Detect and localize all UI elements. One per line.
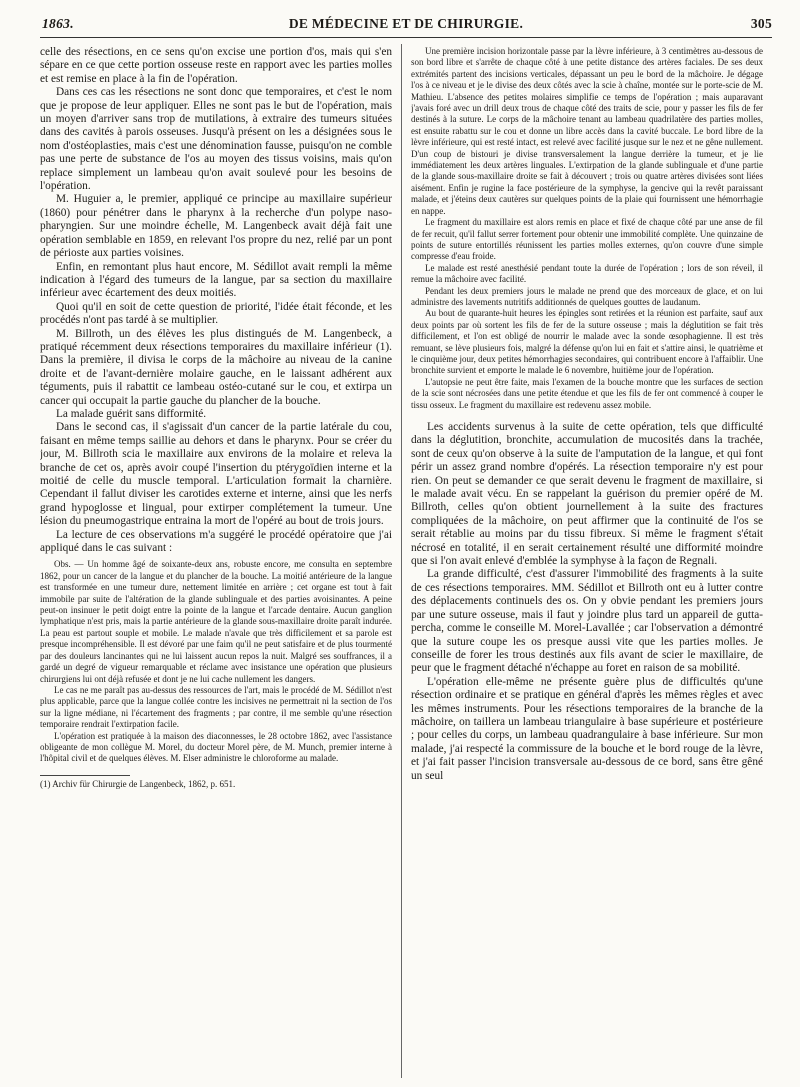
paragraph: Dans ces cas les résections ne sont donc que temporaires, et c'est le nom que je propose de leur appliquer. Elles ne sont pas le but de l'opération, mais un moyen d'arriver sans trop de mutilations, à extraire des tumeurs situées dans des cavités à parois osseuses. Jusqu'à présent on les a désignées sous le nom d'ostéoplasties, mais c'est une dénomination fausse, puisqu'on ne comble pas une perte de substance de l'os au moyen des tissus voisins, mais qu'on replace simplement un lambeau qu'on avait soulevé pour les besoins de l'opération.: [40, 86, 392, 193]
footnote-rule: [40, 775, 130, 776]
right-column: [411, 46, 763, 1076]
page-number: 305: [750, 16, 772, 31]
header-title: DE MÉDECINE ET DE CHIRURGIE.: [288, 16, 524, 31]
header-rule: [40, 37, 772, 38]
observation-paragraph: Pendant les deux premiers jours le malade ne prend que des morceaux de glace, et on lui administre des lavements nutritifs additionnés de quelques gouttes de laudanum.: [411, 285, 763, 307]
paragraph: La malade guérit sans difformité.: [56, 407, 207, 420]
observation-paragraph: Le fragment du maxillaire est alors remis en place et fixé de chaque côté par une anse de fil de fer recuit, qu'il fallut serrer fortement pour obtenir une immobilité complète. Une quinzaine de points de suture entortillés réunissent les parties molles externes, qu'on couvre d'une simple compresse d'eau froide.: [411, 217, 763, 262]
footnote: (1) Archiv für Chirurgie de Langenbeck, 1862, p. 651.: [40, 778, 236, 789]
column-divider: [401, 44, 402, 1078]
left-main-text: [40, 46, 392, 555]
observation-paragraph: L'autopsie ne peut être faite, mais l'examen de la bouche montre que les surfaces de section de la scie sont nécrosées dans une petite étendue et que les fils de fer ont commencé à couper le tissu osseux. Le fragment du maxillaire est redevenu assez mobile.: [411, 376, 763, 410]
left-column: [40, 46, 392, 1076]
paragraph: Dans le second cas, il s'agissait d'un cancer de la partie latérale du cou, faisant en même temps saillie au dehors et dans le pharynx. Pour se créer du jour, M. Billroth scia le maxillaire aux environs de la molaire et releva la branche de cet os, après avoir coupé l'insertion du ptérygoïdien interne et la moitié de celle du muscle temporal. L'articulation formait la charnière. Cependant il fallut diviser les carotides externe et interne, ainsi que les nerfs grand hypoglosse et lingual, pour extirper complétement la tumeur. Une lésion du pneumogastrique entraina la mort de l'opéré au bout de trois jours.: [40, 421, 392, 528]
paragraph: Quoi qu'il en soit de cette question de priorité, l'idée était féconde, et les procédés n'ont pas tardé à se multiplier.: [40, 300, 392, 327]
journal-page: [40, 12, 772, 1078]
observation-continued: [411, 46, 763, 411]
right-main-text: [411, 421, 763, 783]
paragraph: M. Huguier a, le premier, appliqué ce principe au maxillaire supérieur (1860) pour pénétrer dans le pharynx à la recherche d'un polype naso-pharyngien. Sur une moindre échelle, M. Langenbeck avait déjà fait une opération semblable en 1859, en relevant l'os propre du nez, relié par un pont de périoste aux parties voisines.: [40, 193, 392, 260]
observation-paragraph: Le cas ne me paraît pas au-dessus des ressources de l'art, mais le procédé de M. Sédillot n'est plus applicable, parce que la langue collée contre les incisives ne permettrait ni la section de l'os sur la ligne médiane, ni l'écartement des fragments ; par contre, il me semble qu'une résection temporaire rendrait l'extirpation facile.: [40, 684, 392, 730]
paragraph: Les accidents survenus à la suite de cette opération, tels que difficulté dans la déglutition, bronchite, accumulation de mucosités dans la trachée, sont de ceux qu'on observe à la suite de l'amputation de la langue, et qui font périr un assez grand nombre d'opérés. La résection temporaire n'y est pour rien. On peut se demander ce que serait devenu le fragment de maxillaire, si le malade avait vécu. En se rappelant la guérison du premier opéré de M. Billroth, celles qu'on obtient journellement à la suite des fractures compliquées de la mâchoire, on peut affirmer que la continuité de l'os se serait rétablie au moins par du tissu fibreux. Si même le fragment s'était nécrosé en totalité, il en serait certainement résulté une difformité moindre que si l'on avait enlevé d'emblée la symphyse à la façon de Regnali.: [411, 421, 763, 568]
observation-paragraph: Obs. — Un homme âgé de soixante-deux ans, robuste encore, me consulta en septembre 1862, pour un cancer de la langue et du plancher de la bouche. La moitié antérieure de la langue est transformée en une tumeur dure, nettement limitée en arrière ; cet organe est tout à fait immobile par suite de l'altération de la glande sublinguale et des parties avoisinantes. A peine peut-on insinuer le petit doigt entre la pointe de la langue et l'arcade dentaire. Aucun ganglion lymphatique n'est pris, mais la partie antérieure de la glande sous-maxillaire droite paraît indurée. La peau est partout souple et mobile. Le malade n'avale que très difficilement et sa parole est presque incompréhensible. Il est dévoré par une faim qu'il ne peut satisfaire et de plus tourmenté par des douleurs lancinantes qui ne lui laissent aucun repos la nuit. Malgré ses souffrances, il a gardé un degré de vigueur remarquable et réclame avec insistance une opération que plusieurs chirurgiens lui ont déjà refusée et dont je ne lui cache nullement les dangers.: [40, 559, 392, 684]
paragraph: La grande difficulté, c'est d'assurer l'immobilité des fragments à la suite de ces résections temporaires. MM. Sédillot et Billroth ont eu à lutter contre des déplacements continuels des os. On y obvie pendant les premiers jours par une suture osseuse, mais il faut y joindre plus tard un appareil de gutta-percha, comme le conseille M. Morel-Lavallée ; car l'observation a démontré que la suture coupe les os presque aussi vite que les parties molles. Je conseille de forer les trous destinés aux fils avant de scier le maxillaire, de peur que le fragment détaché n'échappe au foret en raison de sa mobilité.: [411, 568, 763, 675]
paragraph: Enfin, en remontant plus haut encore, M. Sédillot avait rempli la même indication à l'égard des tumeurs de la langue, par sa section du maxillaire inférieur avec écartement des deux moitiés.: [40, 260, 392, 300]
observation-paragraph: Au bout de quarante-huit heures les épingles sont retirées et la réunion est parfaite, sauf aux deux points par où sortent les fils de fer de la suture osseuse ; mais la déglutition se fait très difficilement, et l'on est obligé de nourrir le malade avec la sonde œsophagienne. Il est très remuant, se lève plusieurs fois, malgré la défense qu'on lui en fait et s'attire ainsi, le quatrième et le cinquième jour, deux petites hémorrhagies secondaires, qui contribuent encore à l'affaiblir. Une bronchite survient et emporte le malade le 6 novembre, huitième jour de l'opération.: [411, 308, 763, 376]
paragraph: L'opération elle-même ne présente guère plus de difficultés qu'une résection ordinaire et se pratique en général d'après les mêmes règles et avec les mêmes instruments. Pour les résections temporaires de la branche de la mâchoire, on taillera un lambeau triangulaire à base supérieure et postérieure ; pour celles du corps, un lambeau quadrangulaire à base inférieure. Sur mon malade, j'ai respecté la commissure de la bouche et le bord rouge de la lèvre, et j'ai fait passer l'incision transversale au-dessous de ce bord, sans être gêné un seul: [411, 675, 763, 782]
paragraph: La lecture de ces observations m'a suggéré le procédé opératoire que j'ai appliqué dans le cas suivant :: [40, 528, 392, 555]
observation-paragraph: Une première incision horizontale passe par la lèvre inférieure, à 3 centimètres au-dessous de son bord libre et s'arrête de chaque côté à une petite distance des artères faciales. De ses deux extrémités partent des incisions verticales, dépassant un peu le bord de la mâchoire. Je dégage l'os à ce niveau et je le divise des deux côtés avec la scie à chaîne, montée sur le porte-scie de M. Mathieu. L'absence des petites molaires simplifie ce temps de l'opération ; mais auparavant j'avais foré avec un drill deux trous de chaque côté des traits de scie, pour y passer les fils de fer destinés à la suture. Le corps de la mâchoire tenant au lambeau quadrilatère des parties molles, est ensuite rabattu sur le cou et donne un libre accès dans la cavité buccale. Le bord libre de la lèvre inférieure, qui est resté intact, est relevé avec facilité jusque sur le nez et ne gêne nullement. D'un coup de bistouri je divise transversalement la langue derrière la tumeur, et je lie immédiatement les deux artères linguales. L'extirpation de la glande sublinguale et d'une partie de la glande sous-maxillaire droite se fait à découvert ; trois ou quatre artères divisées sont liées aisément. Enfin je rugine la face postérieure de la symphyse, la gencive qui la revêt paraissant malade, et j'éteins deux cautères sur quelques points de la plaie qui fournissent une hémorrhagie en nappe.: [411, 46, 763, 216]
running-header: [40, 12, 772, 38]
observation-block: [40, 559, 392, 764]
observation-paragraph: Le malade est resté anesthésié pendant toute la durée de l'opération ; lors de son réveil, il remue la mâchoire avec facilité.: [411, 262, 763, 285]
header-year: 1863.: [42, 16, 74, 31]
paragraph: celle des résections, en ce sens qu'on excise une portion d'os, mais qui s'en sépare en ce que cette portion osseuse reste en rapport avec les parties molles et est remise en place à la fin de l'opération.: [40, 46, 392, 85]
observation-paragraph: L'opération est pratiquée à la maison des diaconnesses, le 28 octobre 1862, avec l'assistance obligeante de mon collègue M. Morel, du docteur Morel père, de M. Munch, premier interne à l'hôpital civil et de quelques élèves. M. Elser administre le chloroforme au malade.: [40, 730, 392, 764]
paragraph: M. Billroth, un des élèves les plus distingués de M. Langenbeck, a pratiqué récemment deux résections temporaires du maxillaire inférieur (1). Dans la première, il divisa le corps de la mâchoire au niveau de la canine droite et de l'avant-dernière molaire gauche, en le laissant adhérent aux téguments, puis il rabattit ce lambeau ostéo-cutané sur le cou, et extirpa un cancer qui occupait la partie gauche du plancher de la bouche.: [40, 327, 392, 407]
